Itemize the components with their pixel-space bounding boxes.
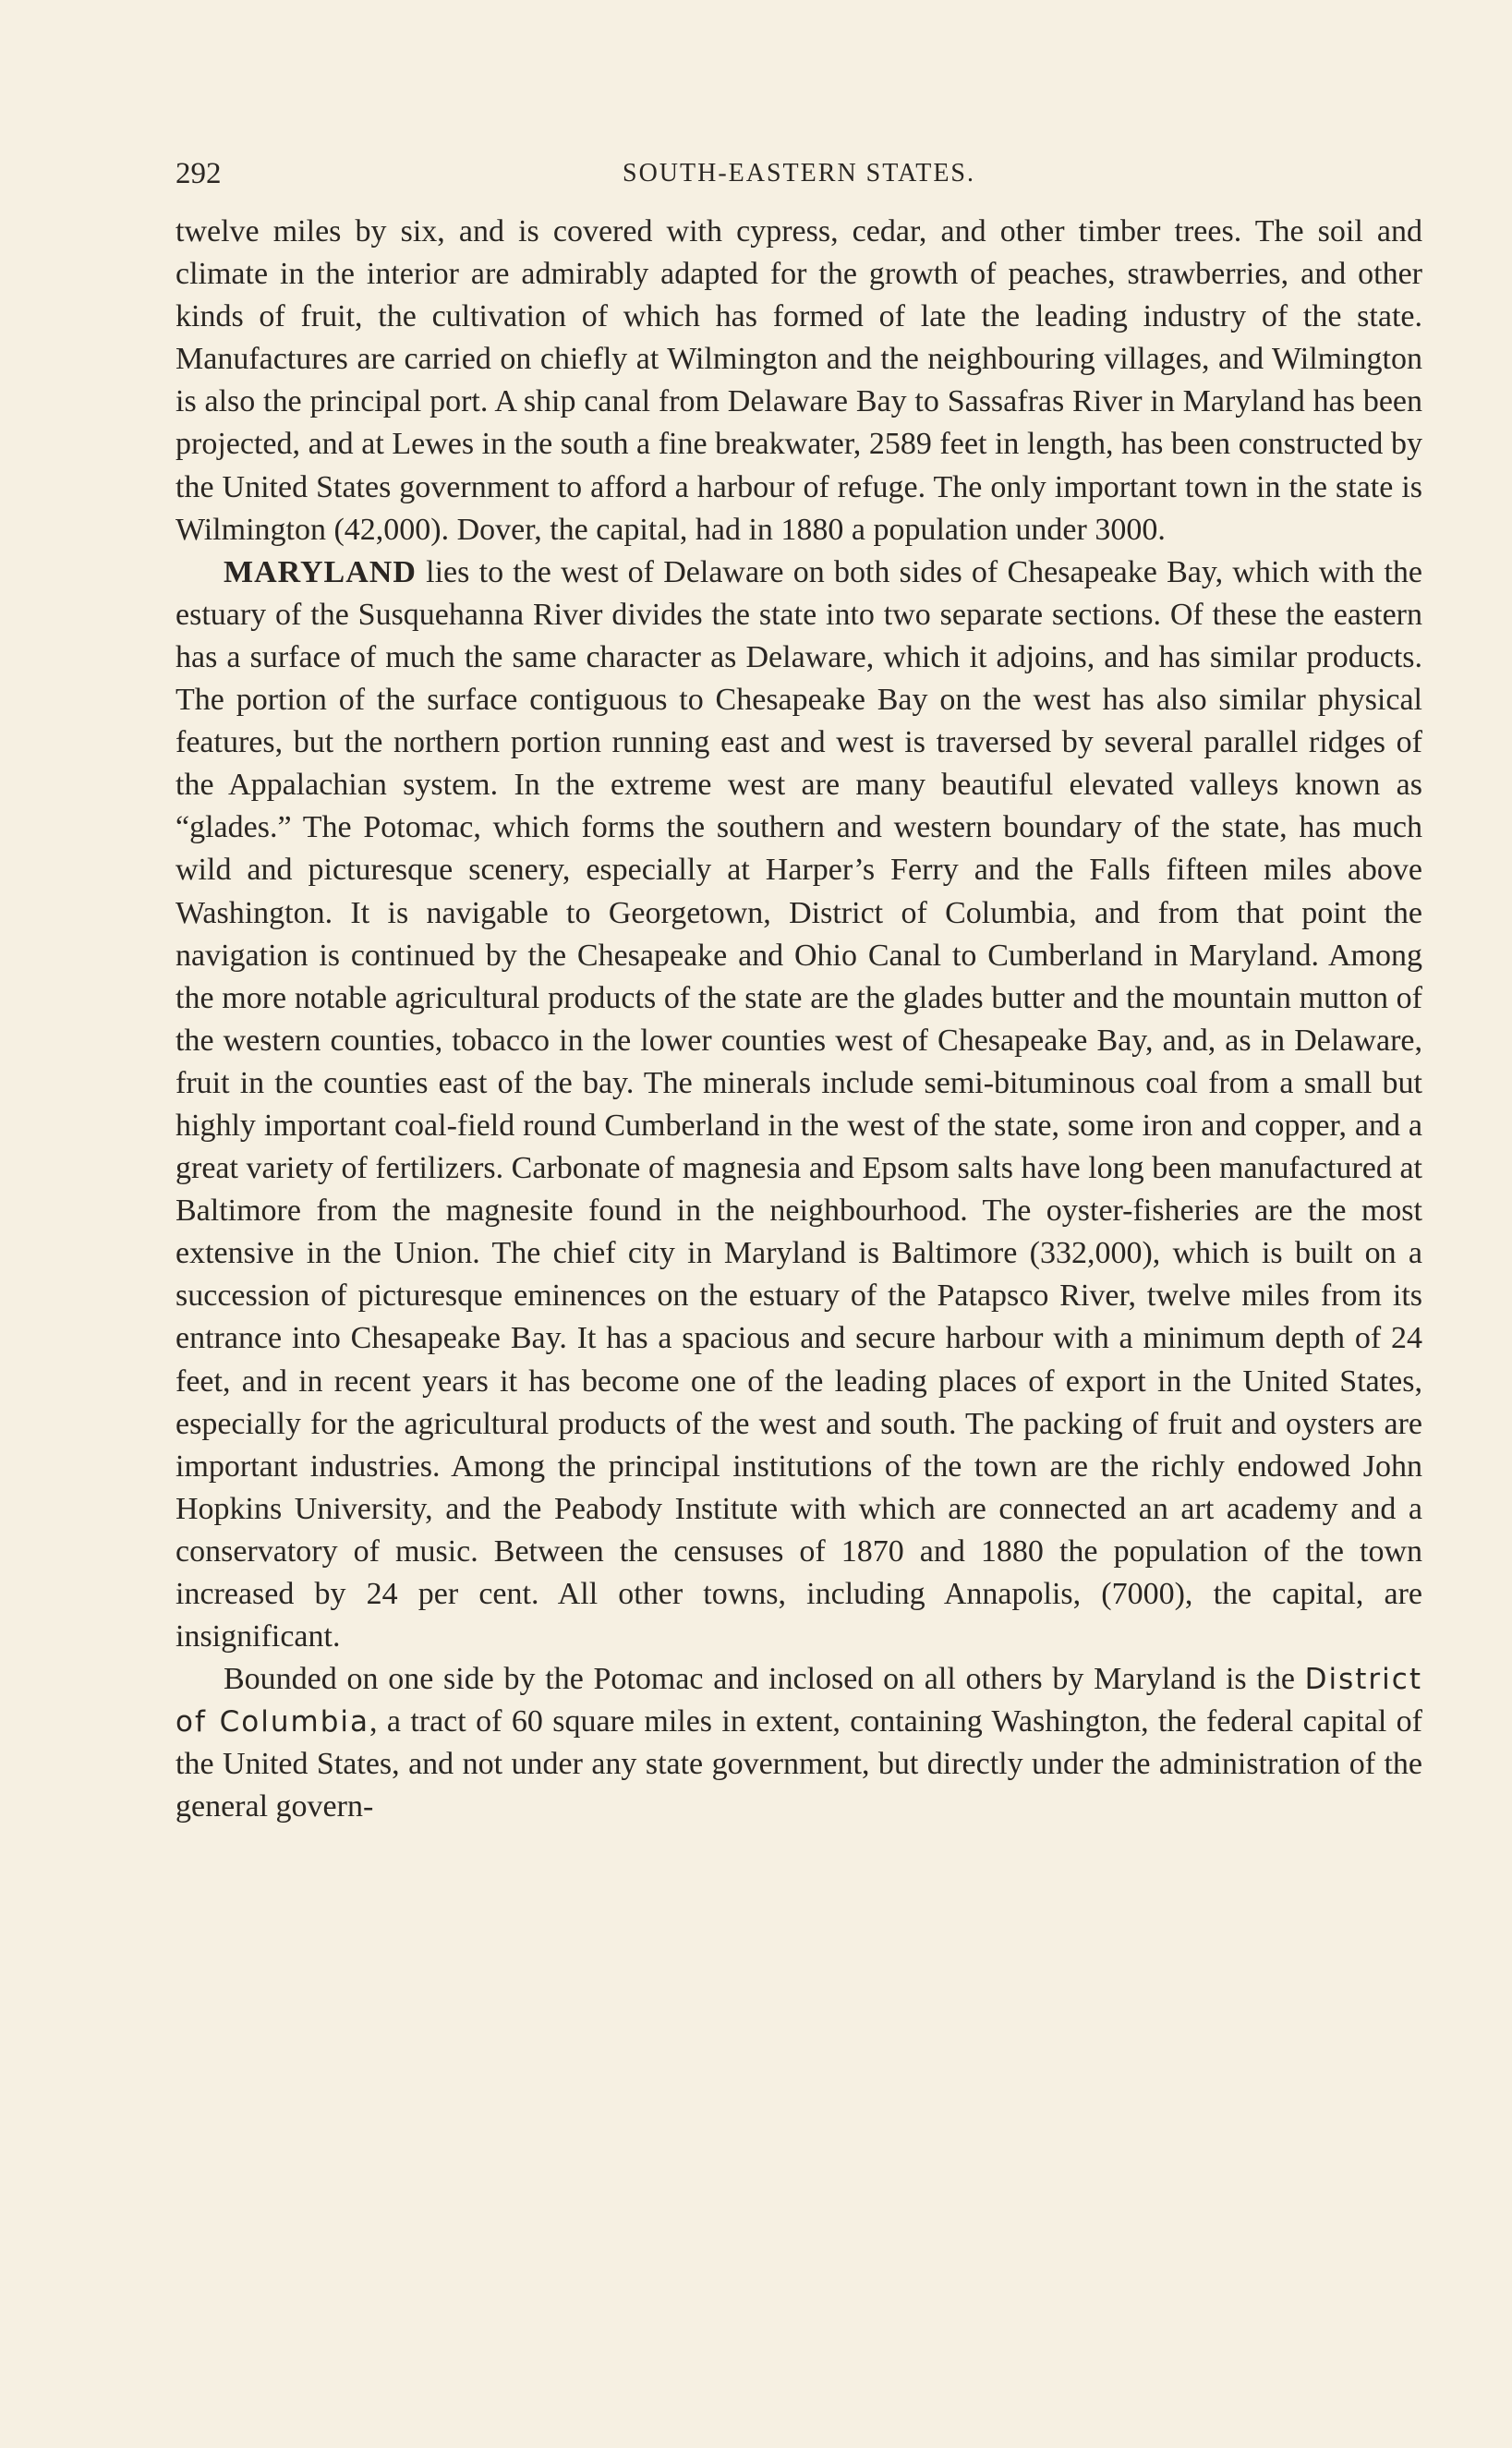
page-number: 292 [175,157,222,190]
running-head [175,153,1422,194]
section-lead-district-of-columbia: District of Columbia [175,1663,1422,1739]
paragraph-text: lies to the west of Delaware on both sides of Chesapeake Bay, which with the estuary of the Susquehanna River divides the state into two separate sections. Of these the eastern has a surface of much the same character as Delaware, which it adjoins, and has similar products. The portion of the surface contiguous to Chesapeake Bay on the west has also similar physical features, but the northern portion running east and west is traversed by several parallel ridges of the Appalachian system. In the extreme west are many beautiful elevated valleys known as “glades.” The Potomac, which forms the southern and western boundary of the state, has much wild and picturesque scenery, especially at Harper’s Ferry and the Falls fifteen miles above Washington. It is navigable to Georgetown, District of Columbia, and from that point the navigation is continued by the Chesapeake and Ohio Canal to Cumberland in Maryland. Among the more notable agricultural products of the state are the glades butter and the mountain mutton of the western counties, tobacco in the lower counties west of Chesapeake Bay, and, as in Delaware, fruit in the counties east of the bay. The minerals include semi-bituminous coal from a small but highly important coal-field round Cumberland in the west of the state, some iron and copper, and a great variety of fertilizers. Carbonate of magnesia and Epsom salts have long been manufactured at Baltimore from the magnesite found in the neighbourhood. The oyster-fisheries are the most extensive in the Union. The chief city in Maryland is Baltimore (332,000), which is built on a succession of picturesque eminences on the estuary of the Patapsco River, twelve miles from its entrance into Chesapeake Bay. It has a spacious and secure harbour with a minimum depth of 24 feet, and in recent years it has become one of the leading places of export in the United States, especially for the agricultural products of the west and south. The packing of fruit and oysters are important industries. Among the principal institutions of the town are the richly endowed John Hopkins University, and the Peabody Institute with which are connected an art academy and a conservatory of music. Between the censuses of 1870 and 1880 the population of the town increased by 24 per cent. All other towns, including Annapolis, (7000), the capital, are insignificant. [175,554,1422,1654]
section-lead-maryland: MARYLAND [224,554,417,589]
paragraph-district-of-columbia [175,1658,1422,1828]
paragraph-maryland [175,551,1422,1658]
paragraph-delaware-continued [175,211,1422,551]
paragraph-text: twelve miles by six, and is covered with cypress, cedar, and other timber trees. The soil and climate in the interior are admirably adapted for the growth of peaches, strawberries, and other kinds of fruit, the cultivation of which has formed of late the leading industry of the state. Manufactures are carried on chiefly at Wilmington and the neighbouring villages, and Wilmington is also the principal port. A ship canal from Delaware Bay to Sassafras River in Maryland has been projected, and at Lewes in the south a fine breakwater, 2589 feet in length, has been constructed by the United States government to afford a harbour of refuge. The only important town in the state is Wilmington (42,000). Dover, the capital, had in 1880 a population under 3000. [175,214,1422,547]
paragraph-text-pre: Bounded on one side by the Potomac and inclosed on all others by Maryland is the [224,1662,1305,1697]
running-title: SOUTH-EASTERN STATES. [623,159,975,188]
body-text [175,211,1422,1829]
paragraph-text-post: , a tract of 60 square miles in extent, containing Washington, the federal capital of the United States, and not under any state government, but directly under the administration of the general govern- [175,1704,1422,1824]
